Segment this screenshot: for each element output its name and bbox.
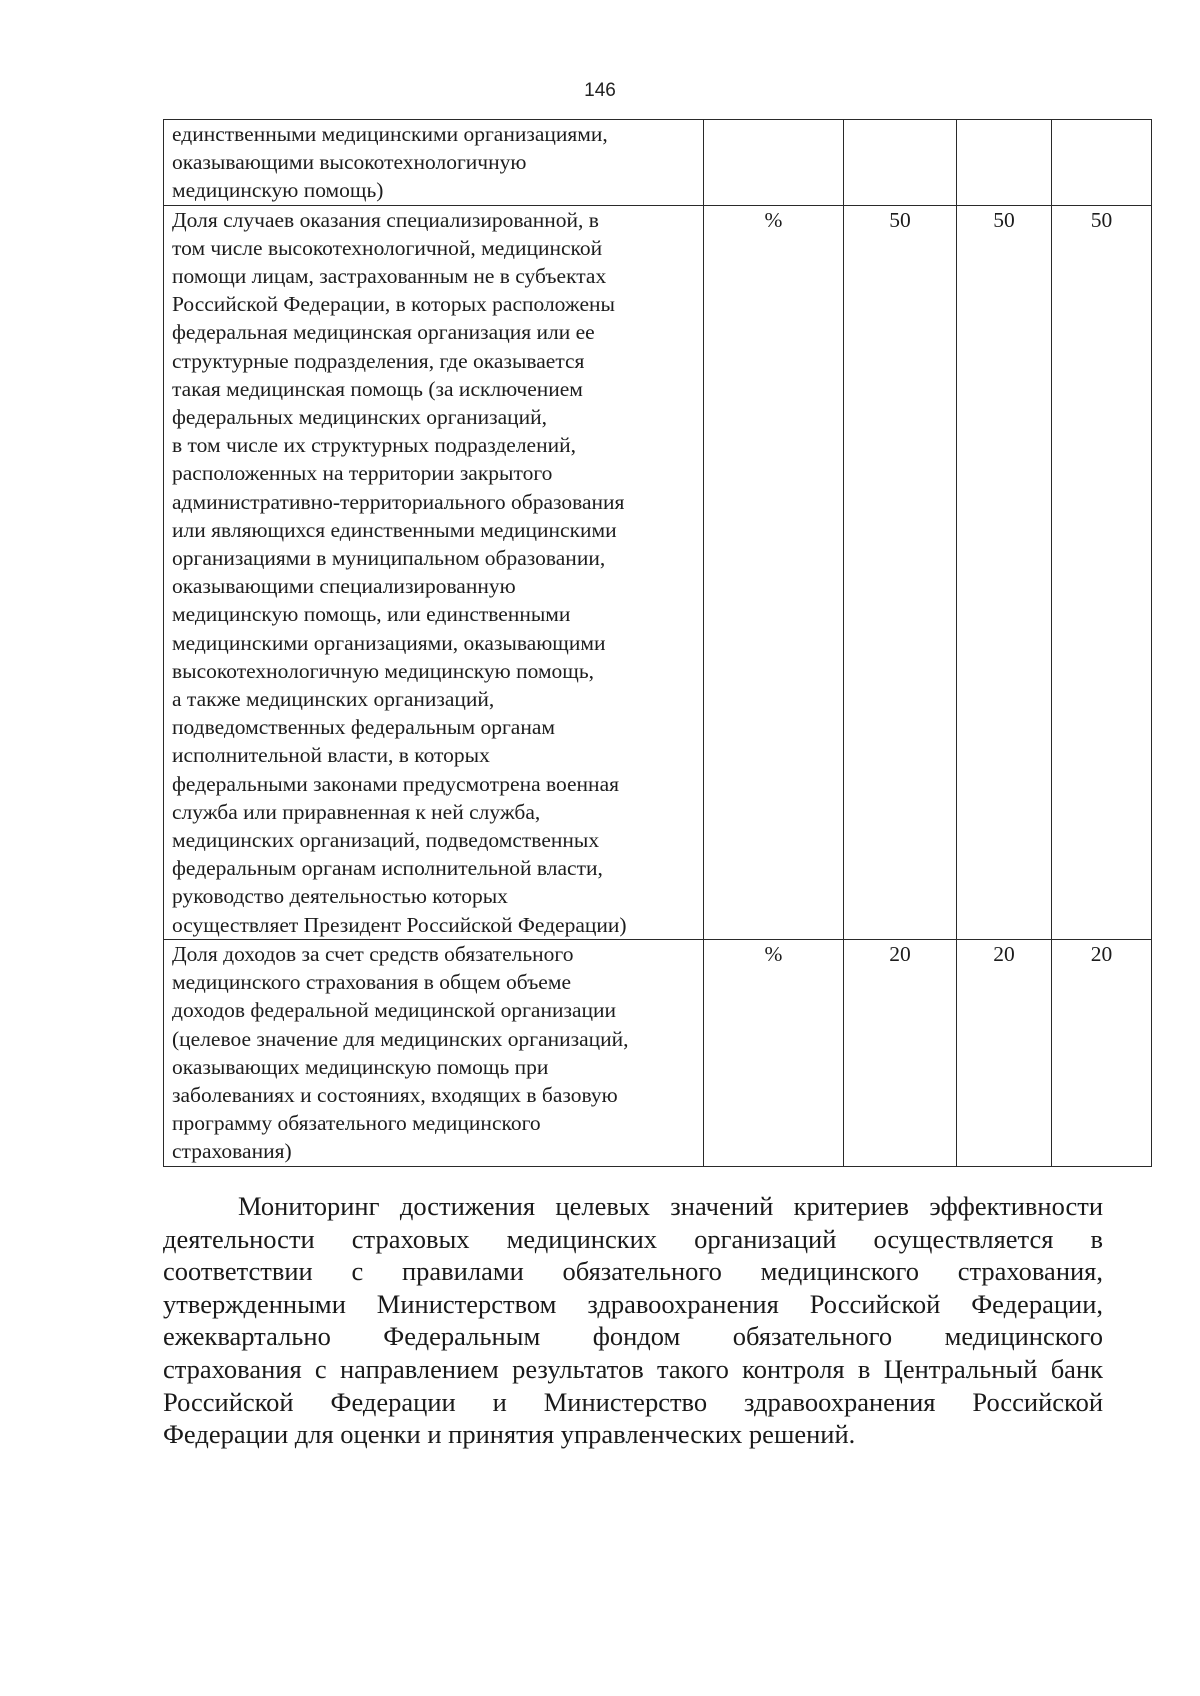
monitoring-paragraph [163,1190,1103,1451]
paragraph-line: деятельности страховых медицинских организаций осуществляется в [163,1223,1103,1254]
paragraph-line: Российской Федерации и Министерство здравоохранения Российской [163,1386,1103,1417]
value-cell: 50 [1052,205,1152,939]
value-cell: 50 [844,205,957,939]
unit-cell [704,120,844,206]
value-cell: 20 [844,939,957,1166]
value-cell [1052,120,1152,206]
paragraph-line: соответствии с правилами обязательного медицинского страхования, [163,1256,1103,1287]
unit-cell: % [704,939,844,1166]
table-row [164,939,1152,1166]
table-row [164,205,1152,939]
table-row [164,120,1152,206]
paragraph-line: Мониторинг достижения целевых значений критериев эффективности [238,1191,1103,1221]
value-cell [957,120,1052,206]
paragraph-line: ежеквартально Федеральным фондом обязательного медицинского [163,1321,1103,1352]
criterion-text: Доля случаев оказания специализированной, в том числе высокотехнологичной, медицинской помощи лицам, застрахованным не в субъектах Российской Федерации, в которых расположены федеральная медицинская организация или ее структурные подразделения, где оказывается такая медицинская помощь (за исключением федеральных медицинских организаций, в том числе их структурных подразделений, расположенных на территории закрытого административно-территориального образования или являющихся единственными медицинскими организациями в муниципальном образовании, оказывающими специализированную медицинскую помощь, или единственными медицинскими организациями, оказывающими высокотехнологичную медицинскую помощь, а также медицинских организаций, подведомственных федеральным органам исполнительной власти, в которых федеральными законами предусмотрена военная служба или приравненная к ней служба, медицинских организаций, подведомственных федеральным органам исполнительной власти, руководство деятельностью которых осуществляет Президент Российской Федерации) [164,205,704,939]
criterion-text: Доля доходов за счет средств обязательного медицинского страхования в общем объеме доходов федеральной медицинской организации (целевое значение для медицинских организаций, оказывающих медицинскую помощь при заболеваниях и состояниях, входящих в базовую программу обязательного медицинского страхования) [164,939,704,1166]
value-cell: 20 [1052,939,1152,1166]
value-cell: 20 [957,939,1052,1166]
value-cell [844,120,957,206]
paragraph-line: Федерации для оценки и принятия управленческих решений. [163,1419,856,1450]
unit-cell: % [704,205,844,939]
paragraph-line: страхования с направлением результатов такого контроля в Центральный банк [163,1353,1103,1384]
criteria-table [163,119,1152,1167]
value-cell: 50 [957,205,1052,939]
page-number: 146 [584,80,616,101]
paragraph-line: утвержденными Министерством здравоохранения Российской Федерации, [163,1288,1103,1319]
criterion-text: единственными медицинскими организациями, оказывающими высокотехнологичную медицинскую помощь) [164,120,704,206]
